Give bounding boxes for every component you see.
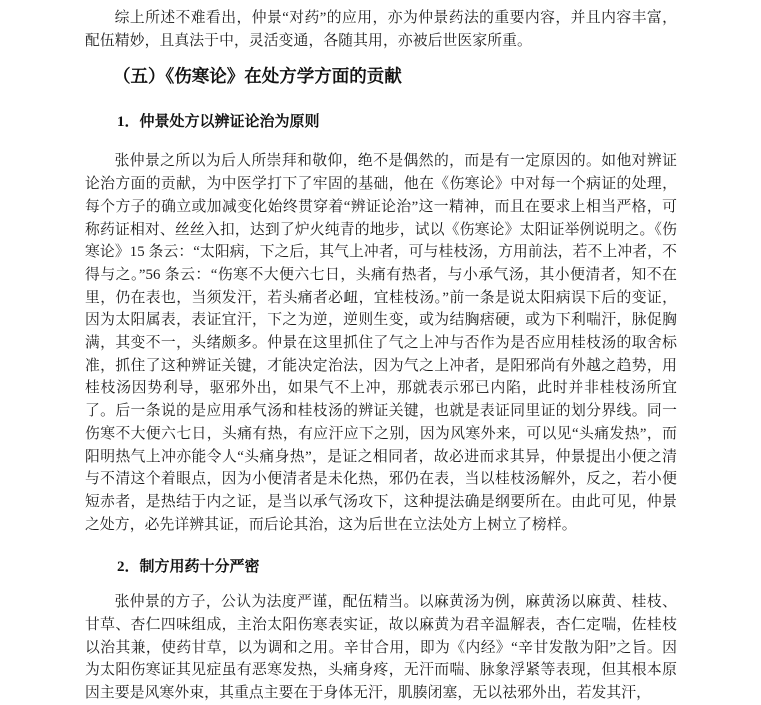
section-heading: （五）《伤寒论》在处方学方面的贡献	[113, 66, 402, 87]
paragraph-2: 张仲景的方子，公认为法度严谨，配伍精当。以麻黄汤为例，麻黄汤以麻黄、桂枝、甘草、杏仁四味组成，主治太阳伤寒表实证，故以麻黄为君辛温解表，杏仁定喘，佐桂枝以治其兼，使药甘草，以为调和之用。辛甘合用，即为《内经》“辛甘发散为阳”之旨。因为太阳伤寒证其见症虽有恶寒发热，头痛身疼，无汗而喘、脉象浮紧等表现，但其根本原因主要是风寒外束，其重点主要在于身体无汗，肌腠闭塞，无以祛邪外出，若发其汗，	[85, 594, 677, 702]
subheading-2: 2．制方用药十分严密	[117, 559, 260, 576]
paragraph-intro: 综上所述不难看出，仲景“对药”的应用，亦为仲景药法的重要内容，并且内容丰富，配伍精妙，且真法于中，灵活变通，各随其用，亦被后世医家所重。	[85, 10, 677, 49]
paragraph-1: 张仲景之所以为后人所崇拜和敬仰，绝不是偶然的，而是有一定原因的。如他对辨证论治方面的贡献，为中医学打下了牢固的基础，他在《伤寒论》中对每一个病证的处理，每个方子的确立或加减变化始终贯穿着“辨证论治”这一精神，而且在要求上相当严格，可称药证相对、丝丝入扣，达到了炉火纯青的地步，试以《伤寒论》太阳证举例说明之。《伤寒论》15 条云：“太阳病，下之后，其气上冲者，可与桂枝汤，方用前法，若不上冲者，不得与之。”56 条云：“伤寒不大便六七日，头痛有热者，与小承气汤，其小便清者，知不在里，仍在表也，当须发汗，若头痛者必衄，宜桂枝汤。”前一条是说太阳病误下后的变证，因为太阳属表，表证宜汗，下之为逆，逆则生变，或为结胸痞硬，或为下利喘汗，脉促胸满，其变不一，头绪颇多。仲景在这里抓住了气之上冲与否作为是否应用桂枝汤的取舍标准，抓住了这种辨证关键，才能决定治法，因为气之上冲者，是阳邪尚有外越之趋势，用桂枝汤因势利导，驱邪外出，如果气不上冲，那就表示邪已内陷，此时并非桂枝汤所宜了。后一条说的是应用承气汤和桂枝汤的辨证关键，也就是表证同里证的划分界线。同一伤寒不大便六七日，头痛有热，有应汗应下之别，因为风寒外来，可以见“头痛发热”，而阳明热气上冲亦能令人“头痛身热”，是证之相同者，故必进而求其异，仲景提出小便之清与不清这个着眼点，因为小便清者是未化热，邪仍在表，当以桂枝汤解外，反之，若小便短赤者，是热结于内之证，是当以承气汤攻下，这种提法确是纲要所在。由此可见，仲景之处方，必先详辨其证，而后论其治，这为后世在立法处方上树立了榜样。	[85, 153, 677, 533]
subheading-1: 1．仲景处方以辨证论治为原则	[117, 114, 320, 131]
